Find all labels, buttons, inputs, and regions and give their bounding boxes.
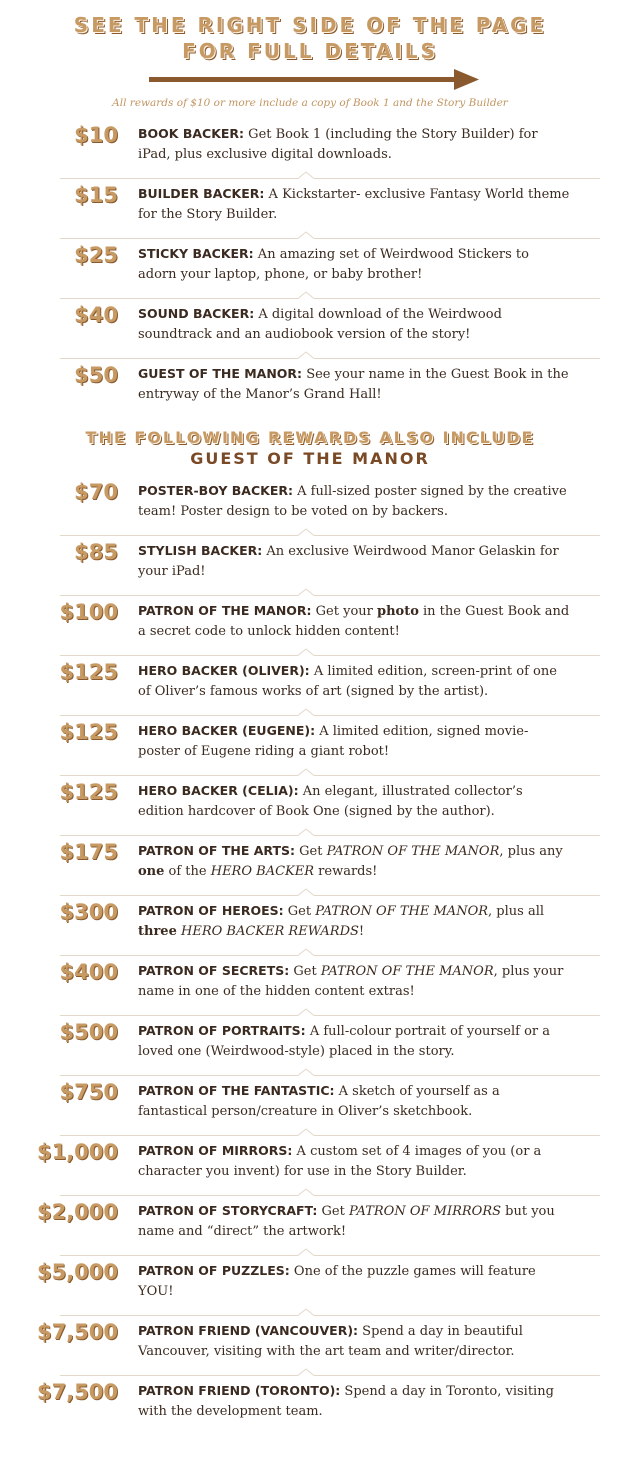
reward-price: $10 (74, 123, 118, 147)
reward-emphasis: HERO BACKER (210, 864, 315, 879)
reward-text: A limited edition, signed movie-poster of Eugene riding a giant robot! (138, 724, 529, 759)
reward-name: PATRON OF THE FANTASTIC: (138, 1083, 335, 1098)
reward-text: , plus your name in one of the hidden content extras! (138, 964, 564, 999)
reward-name: BUILDER BACKER: (138, 186, 265, 201)
reward-price: $750 (59, 1080, 118, 1104)
reward-price: $2,000 (36, 1200, 118, 1224)
divider (0, 1008, 620, 1016)
reward-description (138, 1021, 570, 1062)
reward-bold: one (138, 864, 165, 879)
reward-name: PATRON OF PORTRAITS: (138, 1023, 306, 1038)
reward-price: $1,000 (36, 1140, 118, 1164)
reward-price: $7,500 (36, 1320, 118, 1344)
reward-price: $400 (59, 960, 118, 984)
reward-description (138, 304, 570, 345)
reward-description (138, 601, 570, 642)
reward-text: Get (283, 904, 316, 919)
divider (0, 171, 620, 179)
reward-text: A Kickstarter- exclusive Fantasy World theme for the Story Builder. (138, 187, 570, 222)
reward-list-basic (0, 119, 620, 419)
reward-price: $175 (59, 840, 118, 864)
reward-text: A sketch of yourself as a fantastical person/creature in Oliver’s sketchbook. (138, 1084, 500, 1119)
reward-tier (0, 1076, 620, 1136)
divider (0, 1068, 620, 1076)
divider (0, 528, 620, 536)
reward-emphasis: PATRON OF THE MANOR (315, 904, 489, 919)
reward-name: PATRON OF MIRRORS: (138, 1143, 293, 1158)
reward-name: SOUND BACKER: (138, 306, 255, 321)
reward-tier (0, 596, 620, 656)
reward-tier (0, 476, 620, 536)
reward-text: An elegant, illustrated collector’s edition hardcover of Book One (signed by the author). (138, 784, 523, 819)
divider (0, 1308, 620, 1316)
reward-tier (0, 1016, 620, 1076)
divider (0, 1248, 620, 1256)
reward-description (138, 1261, 570, 1302)
reward-description (138, 184, 570, 225)
reward-name: PATRON OF PUZZLES: (138, 1263, 290, 1278)
banner-line-2: FOR FULL DETAILS (182, 39, 438, 63)
reward-price: $25 (74, 243, 118, 267)
reward-price: $15 (74, 183, 118, 207)
reward-text: of the (164, 864, 211, 879)
reward-text: in the Guest Book and a secret code to unlock hidden content! (138, 604, 570, 639)
reward-tier (0, 956, 620, 1016)
reward-text: Get (317, 1204, 349, 1219)
reward-description (138, 781, 570, 822)
reward-description (138, 124, 570, 165)
reward-bold: photo (377, 604, 419, 619)
divider (0, 888, 620, 896)
reward-tier (0, 119, 620, 179)
divider (0, 231, 620, 239)
divider (0, 948, 620, 956)
reward-tier (0, 536, 620, 596)
arrow-right-icon (149, 69, 479, 91)
reward-text: , plus any (499, 844, 563, 859)
reward-description (138, 481, 570, 522)
reward-text: A full-colour portrait of yourself or a loved one (Weirdwood-style) placed in the story. (138, 1024, 551, 1059)
reward-emphasis: HERO BACKER REWARDS (181, 924, 359, 939)
reward-tier (0, 1316, 620, 1376)
reward-description (138, 1381, 570, 1422)
reward-price: $50 (74, 363, 118, 387)
reward-price: $125 (59, 660, 118, 684)
reward-description (138, 1141, 570, 1182)
divider (0, 828, 620, 836)
reward-text: See your name in the Guest Book in the entryway of the Manor’s Grand Hall! (138, 367, 569, 402)
reward-emphasis: PATRON OF THE MANOR (320, 964, 494, 979)
subhead-line-2: GUEST OF THE MANOR (190, 449, 430, 468)
reward-text: but you name and “direct” the artwork! (138, 1204, 555, 1239)
reward-name: STYLISH BACKER: (138, 543, 263, 558)
reward-name: HERO BACKER (CELIA): (138, 783, 299, 798)
reward-price: $85 (74, 540, 118, 564)
reward-description (138, 364, 570, 405)
reward-tier (0, 239, 620, 299)
reward-price: $125 (59, 720, 118, 744)
reward-tier (0, 1136, 620, 1196)
reward-description (138, 901, 570, 942)
reward-name: PATRON FRIEND (TORONTO): (138, 1383, 341, 1398)
reward-bold: three (138, 924, 177, 939)
subhead (0, 419, 620, 476)
reward-tier (0, 716, 620, 776)
divider (0, 588, 620, 596)
reward-text: An exclusive Weirdwood Manor Gelaskin for your iPad! (138, 544, 559, 579)
reward-name: PATRON OF THE MANOR: (138, 603, 312, 618)
reward-name: PATRON OF HEROES: (138, 903, 284, 918)
reward-description (138, 1321, 570, 1362)
reward-text: Get Book 1 (including the Story Builder) for iPad, plus exclusive digital downloads. (138, 127, 538, 162)
reward-name: PATRON OF SECRETS: (138, 963, 290, 978)
reward-description (138, 1081, 570, 1122)
reward-emphasis: PATRON OF THE MANOR (326, 844, 500, 859)
reward-text: Get your (311, 604, 377, 619)
banner-line-1: SEE THE RIGHT SIDE OF THE PAGE (73, 13, 547, 37)
reward-tier (0, 776, 620, 836)
divider (0, 768, 620, 776)
reward-name: PATRON OF THE ARTS: (138, 843, 295, 858)
reward-name: PATRON FRIEND (VANCOUVER): (138, 1323, 359, 1338)
reward-price: $70 (74, 480, 118, 504)
subhead-line-1: THE FOLLOWING REWARDS ALSO INCLUDE (85, 428, 535, 447)
reward-list-premium (0, 476, 620, 1436)
reward-description (138, 961, 570, 1002)
reward-text: Spend a day in Toronto, visiting with the development team. (138, 1384, 554, 1419)
reward-description (138, 721, 570, 762)
reward-price: $500 (59, 1020, 118, 1044)
divider (0, 1188, 620, 1196)
reward-price: $125 (59, 780, 118, 804)
reward-name: BOOK BACKER: (138, 126, 245, 141)
divider (0, 351, 620, 359)
reward-text: ! (358, 924, 365, 939)
divider (0, 291, 620, 299)
reward-tier (0, 1256, 620, 1316)
divider (0, 708, 620, 716)
reward-text: A limited edition, screen-print of one of Oliver’s famous works of art (signed by the artist). (138, 664, 557, 699)
reward-description (138, 541, 570, 582)
reward-price: $300 (59, 900, 118, 924)
reward-name: HERO BACKER (EUGENE): (138, 723, 316, 738)
reward-text: A digital download of the Weirdwood soundtrack and an audiobook version of the story! (138, 307, 502, 342)
reward-tier (0, 299, 620, 359)
reward-description (138, 244, 570, 285)
reward-name: GUEST OF THE MANOR: (138, 366, 303, 381)
reward-emphasis: PATRON OF MIRRORS (348, 1204, 502, 1219)
reward-name: PATRON OF STORYCRAFT: (138, 1203, 318, 1218)
reward-text: An amazing set of Weirdwood Stickers to adorn your laptop, phone, or baby brother! (138, 247, 529, 282)
reward-tier (0, 359, 620, 419)
reward-name: HERO BACKER (OLIVER): (138, 663, 310, 678)
reward-text: Get (294, 844, 327, 859)
reward-tier (0, 179, 620, 239)
reward-tier (0, 836, 620, 896)
reward-tier (0, 896, 620, 956)
reward-name: STICKY BACKER: (138, 246, 254, 261)
reward-tier (0, 1196, 620, 1256)
reward-tier (0, 1376, 620, 1436)
reward-text: , plus all (488, 904, 545, 919)
reward-description (138, 841, 570, 882)
reward-text: rewards! (314, 864, 378, 879)
reward-price: $7,500 (36, 1380, 118, 1404)
reward-tier (0, 656, 620, 716)
divider (0, 648, 620, 656)
reward-price: $100 (59, 600, 118, 624)
reward-price: $40 (74, 303, 118, 327)
reward-name: POSTER-BOY BACKER: (138, 483, 294, 498)
divider (0, 1368, 620, 1376)
reward-price: $5,000 (36, 1260, 118, 1284)
rewards-note: All rewards of $10 or more include a copy of Book 1 and the Story Builder (112, 97, 508, 109)
reward-text: One of the puzzle games will feature YOU! (138, 1264, 536, 1299)
reward-text: A full-sized poster signed by the creative team! Poster design to be voted on by backers. (138, 484, 567, 519)
reward-text: Spend a day in beautiful Vancouver, visiting with the art team and writer/director. (138, 1324, 523, 1359)
reward-text: A custom set of 4 images of you (or a character you invent) for use in the Story Builder. (138, 1144, 542, 1179)
reward-text: Get (289, 964, 321, 979)
divider (0, 1128, 620, 1136)
reward-description (138, 661, 570, 702)
reward-description (138, 1201, 570, 1242)
